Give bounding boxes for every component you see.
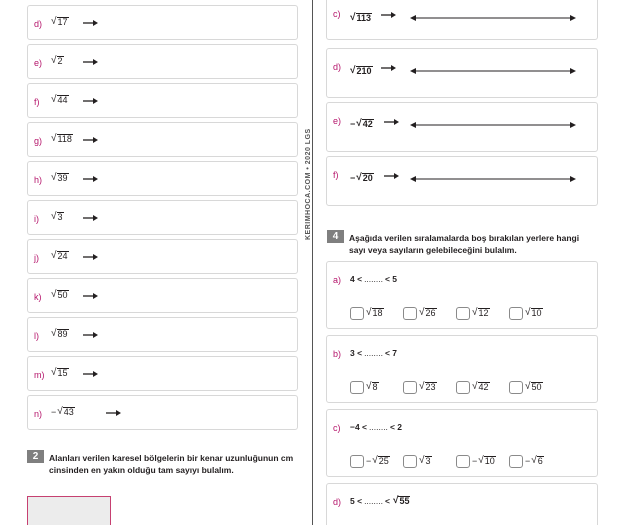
- left-item-radicand: 17: [57, 17, 68, 27]
- left-item-label: g): [34, 136, 43, 146]
- answer-option-radical: [472, 382, 490, 392]
- left-item-expression: [51, 212, 64, 222]
- left-item-radicand: 2: [57, 56, 63, 66]
- answer-option-radicand: 42: [478, 382, 489, 392]
- left-item-box: [27, 356, 298, 391]
- inequality-expression: [350, 496, 410, 506]
- left-item-radical: [51, 95, 69, 105]
- answer-option: [419, 456, 432, 466]
- right-item-box: [326, 0, 598, 40]
- question-2-text: [49, 452, 293, 476]
- inequality-label: d): [333, 497, 342, 507]
- inequality-right-radical: [393, 496, 411, 506]
- answer-checkbox[interactable]: [509, 307, 523, 320]
- left-item-sign: −: [51, 407, 57, 417]
- left-item-expression: [51, 173, 69, 183]
- left-item-box: [27, 317, 298, 352]
- left-item-root-symbol: √: [51, 133, 57, 144]
- answer-option-radicand: 10: [484, 456, 495, 466]
- left-item-radicand: 89: [57, 329, 68, 339]
- inequality-right: < 5: [384, 274, 398, 284]
- answer-option: [472, 308, 490, 318]
- answer-checkbox[interactable]: [403, 455, 417, 468]
- answer-option: [472, 382, 490, 392]
- answer-option-root-symbol: √: [525, 307, 531, 318]
- right-item-box: [326, 102, 598, 152]
- left-item-radicand: 50: [57, 290, 68, 300]
- answer-checkbox[interactable]: [350, 455, 364, 468]
- right-arrow-icon: [106, 412, 120, 414]
- right-arrow-icon: [381, 14, 395, 16]
- answer-option-radical: [419, 456, 432, 466]
- left-item-box: [27, 83, 298, 118]
- right-item-radicand: 20: [362, 173, 373, 183]
- answer-option-root-symbol: √: [372, 455, 378, 466]
- left-item-radical: [51, 56, 64, 66]
- answer-option-radical: [525, 308, 543, 318]
- left-item-box: [27, 44, 298, 79]
- answer-option-radicand: 18: [372, 308, 383, 318]
- right-arrow-icon: [381, 67, 395, 69]
- left-item-root-symbol: √: [51, 94, 57, 105]
- answer-checkbox[interactable]: [350, 307, 364, 320]
- answer-option-radical: [525, 382, 543, 392]
- number-line: [410, 117, 576, 125]
- left-item-root-symbol: √: [51, 211, 57, 222]
- inequality-left: 3 <: [350, 348, 363, 358]
- answer-option-radical: [366, 382, 379, 392]
- left-item-radical: [51, 407, 75, 417]
- answer-checkbox[interactable]: [456, 307, 470, 320]
- left-item-expression: [51, 368, 69, 378]
- answer-option-root-symbol: √: [472, 381, 478, 392]
- right-item-expression: [350, 60, 373, 78]
- right-arrow-icon: [83, 217, 97, 219]
- answer-option-root-symbol: √: [366, 307, 372, 318]
- right-arrow-icon: [384, 175, 398, 177]
- answer-option-root-symbol: √: [525, 381, 531, 392]
- column-divider: [312, 0, 313, 525]
- answer-option-root-symbol: √: [472, 307, 478, 318]
- inequality-label: a): [333, 275, 342, 285]
- right-item-root-symbol: √: [350, 12, 356, 23]
- left-item-box: [27, 122, 298, 157]
- left-item-radicand: 44: [57, 95, 68, 105]
- right-arrow-icon: [83, 178, 97, 180]
- right-item-radicand: 113: [356, 13, 372, 23]
- inequality-left: 4 <: [350, 274, 363, 284]
- question-4-badge: 4: [327, 230, 344, 243]
- answer-option: [366, 308, 384, 318]
- question-4-line-1: Aşağıda verilen sıralamalarda boş bırakılan yerlere hangi: [349, 233, 580, 243]
- left-item-radical: [51, 212, 64, 222]
- left-item-radical: [51, 290, 69, 300]
- right-arrow-icon: [83, 334, 97, 336]
- answer-option-root-symbol: √: [419, 307, 425, 318]
- answer-option-radicand: 25: [378, 456, 389, 466]
- right-item-expression: [350, 114, 374, 132]
- answer-option-sign: −: [525, 456, 531, 466]
- left-item-expression: [51, 290, 69, 300]
- right-arrow-icon: [83, 373, 97, 375]
- left-item-expression: [51, 329, 69, 339]
- inequality-left: −4 <: [350, 422, 368, 432]
- answer-option: [525, 382, 543, 392]
- answer-option-radical: [472, 456, 496, 466]
- inequality-expression: [350, 348, 397, 358]
- right-item-root-symbol: √: [356, 172, 362, 183]
- left-item-radical: [51, 368, 69, 378]
- number-line: [410, 63, 576, 71]
- inequality-right-radicand: 55: [399, 496, 410, 506]
- left-item-label: d): [34, 19, 43, 29]
- answer-option-sign: −: [366, 456, 372, 466]
- right-item-radical: [350, 66, 373, 76]
- left-item-label: l): [34, 331, 39, 341]
- side-watermark-text: KERIMHOCA.COM • 2020 LGS: [305, 128, 312, 240]
- left-item-label: j): [34, 253, 39, 263]
- answer-checkbox[interactable]: [403, 307, 417, 320]
- inequality-right-root-symbol: √: [392, 495, 399, 506]
- inequality-left: 5 <: [350, 496, 363, 506]
- answer-option-radicand: 10: [531, 308, 542, 318]
- answer-option-root-symbol: √: [366, 381, 372, 392]
- left-item-radical: [51, 134, 73, 144]
- number-line: [410, 171, 576, 179]
- inequality-expression: [350, 422, 402, 432]
- right-item-expression: [350, 7, 372, 25]
- answer-option: [525, 308, 543, 318]
- right-item-radical: [350, 119, 374, 129]
- right-item-label: e): [333, 116, 342, 126]
- left-item-label: e): [34, 58, 43, 68]
- answer-option-radicand: 12: [478, 308, 489, 318]
- right-item-label: f): [333, 170, 339, 180]
- left-item-radical: [51, 251, 69, 261]
- answer-option-radicand: 6: [537, 456, 543, 466]
- right-arrow-icon: [83, 100, 97, 102]
- left-item-root-symbol: √: [51, 367, 57, 378]
- left-item-radicand: 15: [57, 368, 68, 378]
- inequality-right: <: [384, 496, 390, 506]
- left-item-radicand: 39: [57, 173, 68, 183]
- right-item-sign: −: [350, 173, 356, 183]
- answer-checkbox[interactable]: [350, 381, 364, 394]
- right-item-radical: [350, 173, 374, 183]
- right-item-box: [326, 48, 598, 98]
- left-item-radical: [51, 173, 69, 183]
- right-item-radical: [350, 13, 372, 23]
- right-arrow-icon: [83, 22, 97, 24]
- right-item-sign: −: [350, 119, 356, 129]
- left-item-radicand: 3: [57, 212, 63, 222]
- left-item-radicand: 118: [57, 134, 72, 144]
- answer-option-radical: [366, 456, 390, 466]
- square-area-box: [27, 496, 111, 525]
- left-item-label: k): [34, 292, 42, 302]
- answer-option: [472, 456, 496, 466]
- answer-option-root-symbol: √: [531, 455, 537, 466]
- left-item-root-symbol: √: [51, 328, 57, 339]
- answer-option-radical: [525, 456, 544, 466]
- answer-option-radicand: 26: [425, 308, 436, 318]
- answer-option: [366, 382, 379, 392]
- left-item-root-symbol: √: [51, 250, 57, 261]
- answer-option-radical: [419, 382, 437, 392]
- left-item-box: [27, 395, 298, 430]
- right-item-radicand: 42: [362, 119, 373, 129]
- right-item-radicand: 210: [356, 66, 372, 76]
- right-arrow-icon: [83, 139, 97, 141]
- left-item-root-symbol: √: [57, 406, 63, 417]
- left-item-box: [27, 161, 298, 196]
- inequality-blank: ........: [364, 496, 383, 506]
- answer-option-radical: [472, 308, 490, 318]
- answer-option-radicand: 23: [425, 382, 436, 392]
- right-arrow-icon: [384, 121, 398, 123]
- answer-option-radical: [419, 308, 437, 318]
- left-item-expression: [51, 134, 73, 144]
- inequality-label: b): [333, 349, 342, 359]
- left-item-root-symbol: √: [51, 289, 57, 300]
- inequality-right: < 7: [384, 348, 398, 358]
- left-item-label: m): [34, 370, 45, 380]
- question-4-line-2: sayı veya sayıların gelebileceğini bulalım.: [349, 245, 517, 255]
- right-item-expression: [350, 168, 374, 186]
- answer-option: [525, 456, 544, 466]
- answer-checkbox[interactable]: [456, 381, 470, 394]
- answer-option-root-symbol: √: [478, 455, 484, 466]
- answer-option: [419, 308, 437, 318]
- right-item-root-symbol: √: [350, 65, 356, 76]
- right-item-label: d): [333, 62, 342, 72]
- answer-option: [366, 456, 390, 466]
- inequality-expression: [350, 274, 397, 284]
- left-item-expression: [51, 95, 69, 105]
- left-item-root-symbol: √: [51, 16, 57, 27]
- inequality-right: < 2: [389, 422, 402, 432]
- left-item-expression: [51, 56, 64, 66]
- left-item-radicand: 24: [57, 251, 68, 261]
- left-item-label: h): [34, 175, 43, 185]
- left-item-box: [27, 5, 298, 40]
- inequality-blank: ........: [364, 274, 383, 284]
- left-item-expression: [51, 407, 75, 417]
- number-line: [410, 10, 576, 18]
- left-item-radicand: 43: [63, 407, 74, 417]
- answer-option-radicand: 3: [425, 456, 431, 466]
- left-item-box: [27, 278, 298, 313]
- left-item-expression: [51, 17, 69, 27]
- answer-option-root-symbol: √: [419, 455, 425, 466]
- right-item-root-symbol: √: [356, 118, 362, 129]
- left-item-label: f): [34, 97, 40, 107]
- right-item-label: c): [333, 9, 341, 19]
- answer-option-root-symbol: √: [419, 381, 425, 392]
- question-2-badge: 2: [27, 450, 44, 463]
- inequality-label: c): [333, 423, 341, 433]
- answer-checkbox[interactable]: [509, 455, 523, 468]
- answer-option-radical: [366, 308, 384, 318]
- left-item-radical: [51, 17, 69, 27]
- right-arrow-icon: [83, 295, 97, 297]
- left-item-label: n): [34, 409, 43, 419]
- answer-option-radicand: 8: [372, 382, 378, 392]
- left-item-label: i): [34, 214, 39, 224]
- inequality-blank: ........: [369, 422, 388, 432]
- answer-option-sign: −: [472, 456, 478, 466]
- inequality-blank: ........: [364, 348, 383, 358]
- question-2-line-1: Alanları verilen karesel bölgelerin bir kenar uzunluğunun cm: [49, 453, 294, 463]
- right-arrow-icon: [83, 256, 97, 258]
- answer-checkbox[interactable]: [509, 381, 523, 394]
- left-item-radical: [51, 329, 69, 339]
- left-item-box: [27, 239, 298, 274]
- right-item-box: [326, 156, 598, 206]
- question-2-line-2: cinsinden en yakın olduğu tam sayıyı bulalım.: [49, 465, 234, 475]
- answer-option-radicand: 50: [531, 382, 542, 392]
- left-item-root-symbol: √: [51, 55, 57, 66]
- left-item-root-symbol: √: [51, 172, 57, 183]
- right-arrow-icon: [83, 61, 97, 63]
- question-4-text: [349, 232, 579, 256]
- answer-option: [419, 382, 437, 392]
- answer-checkbox[interactable]: [403, 381, 417, 394]
- left-item-box: [27, 200, 298, 235]
- left-item-expression: [51, 251, 69, 261]
- answer-checkbox[interactable]: [456, 455, 470, 468]
